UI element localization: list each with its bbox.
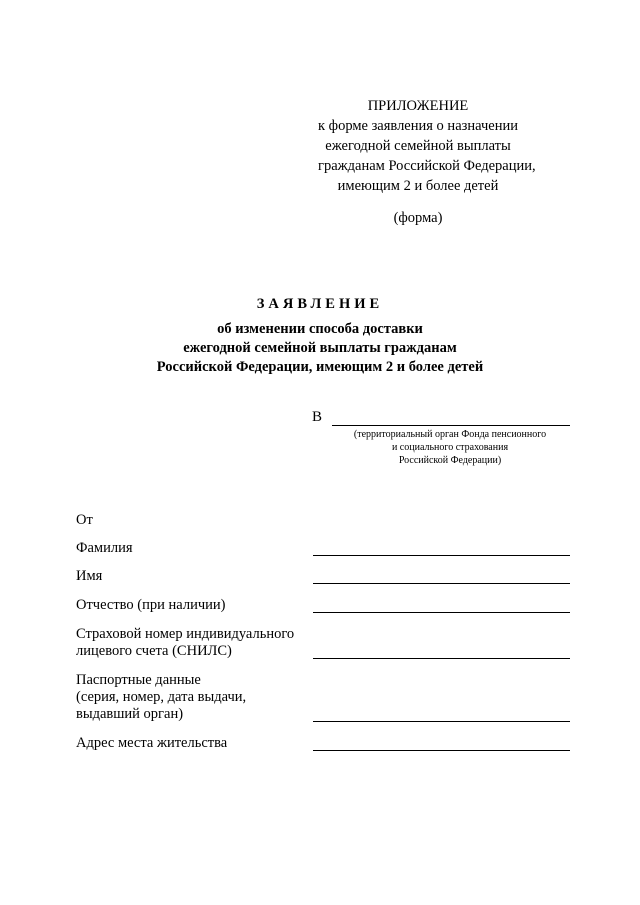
surname-label: [76, 540, 133, 557]
address-label: [76, 735, 227, 752]
patronymic-label-text: Отчество (при наличии): [76, 597, 226, 613]
appendix-line: ежегодной семейной выплаты: [325, 138, 511, 154]
recipient-caption-line: (территориальный орган Фонда пенсионного: [353, 429, 547, 440]
passport-label-line: выдавший орган): [76, 706, 184, 722]
appendix-title: ПРИЛОЖЕНИЕ: [367, 98, 469, 114]
recipient-caption-line: и социального страхования: [391, 442, 509, 453]
surname-label-text: Фамилия: [76, 540, 133, 556]
patronymic-label: [76, 597, 225, 614]
document-subtitle-line: ежегодной семейной выплаты гражданам: [183, 340, 457, 356]
form-note: (форма): [393, 210, 443, 226]
patronymic-field[interactable]: [313, 612, 570, 613]
name-field[interactable]: [313, 583, 570, 584]
appendix-line: гражданам Российской Федерации,: [318, 158, 536, 174]
name-label-text: Имя: [76, 568, 103, 584]
appendix-header: [318, 96, 536, 228]
recipient-label: В: [312, 409, 323, 425]
document-subtitle-line: об изменении способа доставки: [217, 321, 423, 337]
passport-field[interactable]: [313, 721, 570, 722]
surname-field[interactable]: [313, 555, 570, 556]
snils-label: [76, 626, 294, 660]
from-label: От: [76, 512, 93, 528]
snils-field[interactable]: [313, 658, 570, 659]
document-title: ЗАЯВЛЕНИЕ: [256, 296, 384, 312]
passport-label-line: (серия, номер, дата выдачи,: [76, 689, 247, 705]
document-subtitle-line: Российской Федерации, имеющим 2 и более детей: [156, 359, 484, 375]
snils-label-line: лицевого счета (СНИЛС): [76, 643, 232, 659]
snils-label-line: Страховой номер индивидуального: [76, 626, 295, 642]
passport-label: [76, 672, 246, 723]
appendix-line: имеющим 2 и более детей: [337, 178, 499, 194]
recipient-caption: [330, 428, 570, 467]
document-title-block: [100, 295, 540, 377]
address-field[interactable]: [313, 750, 570, 751]
recipient-field[interactable]: [332, 425, 570, 426]
address-label-text: Адрес места жительства: [76, 735, 228, 751]
name-label: [76, 568, 102, 585]
recipient-caption-line: Российской Федерации): [398, 455, 502, 466]
passport-label-line: Паспортные данные: [76, 672, 201, 688]
appendix-line: к форме заявления о назначении: [318, 118, 518, 134]
